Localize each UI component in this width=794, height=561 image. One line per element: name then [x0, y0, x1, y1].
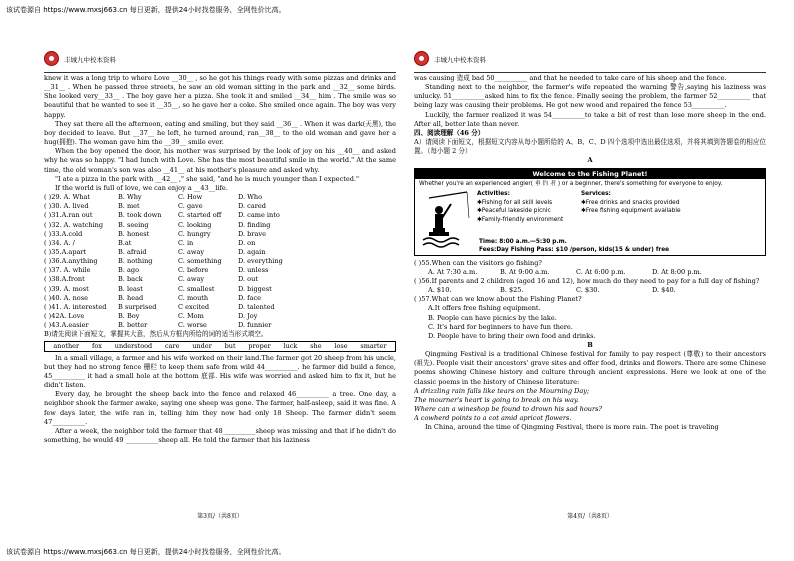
section-heading: 四、阅读理解（46 分）: [414, 128, 485, 137]
passage-para: "I ate a pizza in the park with __42__ ," she said, "and he is much younger than I expected.": [55, 174, 359, 183]
passage-label: A: [587, 156, 593, 165]
header-note: 该试卷源自 https://www.mxsj663.cn 每日更新，提供24小时找卷服务，全网性价比高。: [6, 6, 286, 14]
option-row: ( )38.A.front B. back C. away D. out: [44, 275, 258, 284]
footer-note: 该试卷源自 https://www.mxsj663.cn 每日更新，提供24小时找卷服务，全网性价比高。: [6, 548, 286, 556]
word-box-item: smarter: [360, 341, 387, 350]
poem: A drizzling rain falls like tears on the Mourning Day; The mourner's heart is going to break on his way. Where can a wineshop be found to drown his sad hours? A cowherd points to a cot amid apricot flowers.: [414, 386, 603, 423]
fishing-ad: [414, 168, 766, 256]
word-box-item: lose: [334, 341, 348, 350]
word-box: [44, 341, 396, 352]
word-box-item: but: [224, 341, 236, 350]
school-name: 丰城九中校本资料: [434, 56, 486, 64]
right-page: [414, 50, 766, 520]
option-row: ( )33.A.cold B. honest C. hungry D. brave: [44, 229, 266, 238]
passage-para: Every day, he brought the sheep back into the fence and relaxed 46__________ a tree. One day, a neighbor shook the farmer awake, saying one sheep was gone. The farmer, half-asleep, said it was fine. A few days later, the wife ran in, telling him they now had only 18 Sheep. The farmer didn't seem 47__________.: [44, 390, 396, 426]
passage-para: Standing next to the neighbor, the farmer's wife repeated the warning 警告,saying his laziness was unlucky. 51__________asked him to fix the fence. Finally seeing the problem, the farmer 52__________ that being lazy was causing their problems. He got new wood and repaired the fence 53__________.: [414, 83, 766, 110]
word-box-item: proper: [248, 341, 271, 350]
ad-title: Welcome to the Fishing Planet!: [415, 169, 765, 179]
passage-para: After a week, the neighbor told the farmer that 48__________sheep was missing and that if he didn't do something, he would 49 __________sheep all. He told the farmer that his laziness: [44, 426, 396, 445]
passage-para: Luckily, the farmer realized it was 54__________to take a bit of rest than lose more sheep in the end. After all, better late than never.: [414, 110, 766, 128]
passage-para: They sat there all the afternoon, eating and smiling, but they said __36__ . When it was dark(天黑), the boy decided to leave. But __37__ he left, he turned around, ran__38__ to the old woman and gave her a hug(拥抱). The woman gave him the __39__ smile ever.: [44, 119, 396, 147]
ad-activities: Activities: ✱Fishing for all skill levels ✱Peaceful lakeside picnic ✱Family-friendly environment: [477, 191, 564, 223]
option-row: ( )30. A. lived B. met C. gave D. cared: [44, 202, 266, 211]
option-row: ( )39. A. most B. least C. smallest D. biggest: [44, 284, 272, 293]
ad-fees: Fees:Day Fishing Pass: $10 /person, kids(15 & under) free: [479, 247, 670, 254]
question: ( )57.What can we know about the Fishing Planet?: [414, 295, 582, 304]
option-row: ( )32. A. watching B. seeing C. looking D. finding: [44, 220, 271, 229]
passage-para: In a small village, a farmer and his wife worked on their land.The farmer got 20 sheep from his uncle, but they had no strong fence 栅栏 to keep them safe from wild 44__________. he farmer did build a fence, 45__________ it had a small hole at the bottom 底部. His wife was worried and asked him to fix it, but he didn't listen.: [44, 353, 396, 390]
left-page-header: [44, 50, 396, 73]
word-box-item: understood: [114, 341, 153, 350]
question-options: A. At 7:30 a.m. B. At 9:00 a.m. C. At 6:00 p.m. D. At 8:00 p.m.: [428, 267, 702, 276]
ad-intro: Whether you're an experienced angler( 垂 钓 者 ) or a beginner, there's something for everyone to enjoy.: [419, 180, 723, 187]
options-list: [44, 193, 396, 330]
option-row: ( )35.A.apart B. afraid C. away D. again: [44, 247, 266, 256]
question-options: A. $10. B. $25. C. $30. D. $40.: [428, 286, 676, 295]
school-seal-icon: [44, 51, 59, 66]
passage-para: was causing 造成 bad 50__________ and that he needed to take care of his sheep and the fence.: [414, 74, 727, 82]
option-row: ( )37. A. while B. ago C. before D. unless: [44, 266, 269, 275]
word-box-item: luck: [283, 341, 298, 350]
option-row: ( )41. A. interested B surprised C excited D. talented: [44, 302, 275, 311]
option-row: ( )40. A. nose B. head C. mouth D. face: [44, 293, 262, 302]
word-box-item: fox: [91, 341, 102, 350]
passage-para: If the world is full of love, we can enjoy a __43__life.: [55, 183, 228, 192]
question-options: A.It offers free fishing equipment. B. People can have picnics by the lake. C. It's hard for beginners to have fun there. D. People have to bring their own food and drinks.: [428, 304, 596, 340]
question: ( )56.If parents and 2 children (aged 16 and 12), how much do they need to pay for a full day of fishing?: [414, 276, 760, 285]
section-instruction: A）请阅读下面短文，根据短文内容从每小题所给的 A、B、C、D 四个选项中选出最佳选项，并将其填到答题卷的相应位置。（每小题 2 分）: [414, 138, 766, 156]
left-page: [44, 50, 396, 520]
question: ( )55.When can the visitors go fishing?: [414, 258, 542, 267]
option-row: ( )42A. Love B. Boy C. Mom D. Joy: [44, 312, 258, 321]
word-box-item: another: [53, 341, 80, 350]
passage-para: knew it was a long trip to where Love __30__ , so he got his things ready with some pizzas and drinks and __31__ . When he passed three streets, he saw an old woman sitting in the park and __32__ some birds. She looked very__33__ . The boy gave her a pizza. She took it and smiled __34__ him . The smile was so beautiful that he wanted to see it __35__, so he gave her a coke. She smiled once again. The boy was very happy.: [44, 74, 396, 119]
option-row: ( )31.A.ran out B. took down C. started off D. came into: [44, 211, 280, 220]
word-box-item: care: [165, 341, 180, 350]
fisherman-icon: [415, 188, 477, 250]
ad-services: Services: ✱Free drinks and snacks provided ✱Free fishing equipment available: [581, 191, 681, 215]
option-row: ( )36.A.anything B. nothing C. something D. everything: [44, 257, 283, 266]
page-number: 第3页/（共8页）: [197, 513, 243, 520]
passage-para: In China, around the time of Qingming Festival, there is more rain. The poet is traveling: [425, 423, 719, 432]
ad-time: Time: 8:00 a.m.—5:30 p.m.: [479, 239, 567, 246]
option-row: ( )29. A. What B. Why C. How D. Who: [44, 193, 263, 202]
option-row: ( )43.A.easier B. better C. worse D. funnier: [44, 321, 272, 330]
passage-para: Qingming Festival is a traditional Chinese festival for family to pay respect (尊敬) to their ancestors (祖先). People visit their ancestors' grave sites and offer food, drinks and flowers. There are some Chinese poems showing Chinese history and culture through ancient expressions. Here we look at one of the classic poems in the history of Chinese literature:: [414, 350, 766, 386]
section-b-instruction: B)请先阅读下面短文，掌握其大意，然后从方框内所给的词的适当形式填空。: [44, 330, 268, 339]
page-number: 第4页/（共8页）: [567, 513, 613, 520]
passage-label: B: [587, 341, 593, 349]
option-row: ( )34. A. / B.at C. in D. on: [44, 238, 256, 247]
word-box-item: under: [192, 341, 212, 350]
school-seal-icon: [414, 51, 429, 66]
word-box-item: she: [310, 341, 322, 350]
passage-para: When the boy opened the door, his mother was surprised by the look of joy on his __40__ and asked why he was so happy. "I had lunch with Love. She has the most beautiful smile in the world." At the same time, the old woman's son was also __41__ at his mother's pleasure and asked why.: [44, 147, 396, 174]
school-name: 丰城九中校本资料: [64, 56, 116, 64]
right-page-header: [414, 50, 766, 73]
